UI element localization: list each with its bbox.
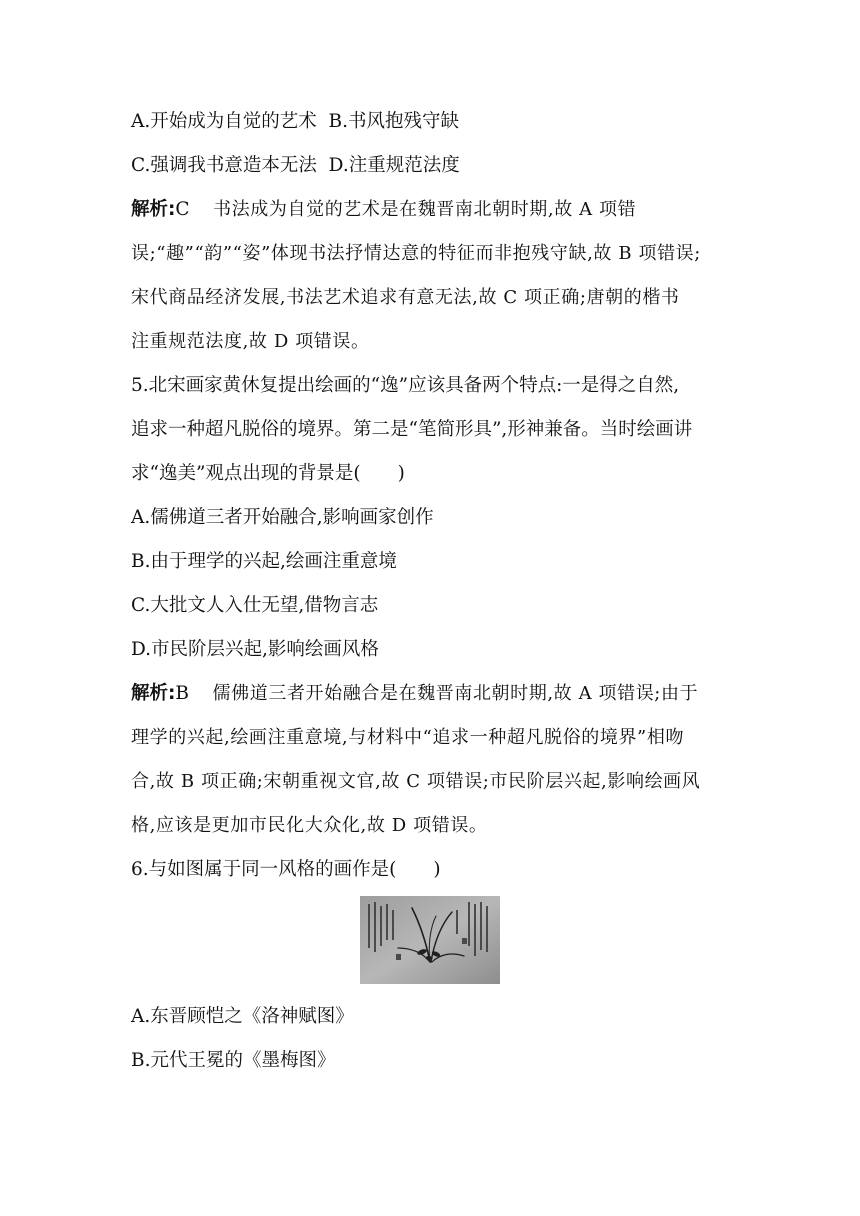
q4-option-b[interactable]: B.书风抱残守缺 [328,111,459,132]
q5-analysis-line-3: 合,故 B 项正确;宋朝重视文官,故 C 项错误;市民阶层兴起,影响绘画风 [131,771,701,792]
q5-stem-line-2: 追求一种超凡脱俗的境界。第二是“笔简形具”,形神兼备。当时绘画讲 [131,419,693,440]
q4-option-a[interactable]: A.开始成为自觉的艺术 [131,111,317,132]
q4-option-d[interactable]: D.注重规范法度 [328,155,460,176]
q5-option-a[interactable]: A.儒佛道三者开始融合,影响画家创作 [131,507,434,528]
q4-answer: C [175,199,190,220]
q5-stem-line-3: 求“逸美”观点出现的背景是( ) [131,463,405,484]
q4-options-ab [131,110,736,134]
q4-analysis-line-1 [131,198,736,222]
q6-option-a[interactable]: A.东晋顾恺之《洛神赋图》 [131,1006,354,1027]
q5-option-c[interactable]: C.大批文人入仕无望,借物言志 [131,595,379,616]
q4-analysis-line-2: 误;“趣”“韵”“姿”体现书法抒情达意的特征而非抱残守缺,故 B 项错误; [131,243,701,264]
q4-analysis-line-4: 注重规范法度,故 D 项错误。 [131,331,370,352]
q4-analysis-label: 解析: [131,199,176,220]
q6-option-b[interactable]: B.元代王冕的《墨梅图》 [131,1050,336,1071]
document-page [131,110,736,1073]
q4-analysis-text: 书法成为自觉的艺术是在魏晋南北朝时期,故 A 项错 [213,199,637,220]
q5-analysis-label: 解析: [131,683,176,704]
q4-options-cd [131,154,736,178]
q5-analysis-line-1 [131,682,736,706]
q5-analysis-line-2: 理学的兴起,绘画注重意境,与材料中“追求一种超凡脱俗的境界”相吻 [131,727,685,748]
orchid-painting-image [360,896,500,984]
q5-answer: B [175,683,190,704]
q5-option-b[interactable]: B.由于理学的兴起,绘画注重意境 [131,551,397,572]
q5-option-d[interactable]: D.市民阶层兴起,影响绘画风格 [131,639,379,660]
orchid-painting-figure [360,896,500,984]
q5-analysis-text: 儒佛道三者开始融合是在魏晋南北朝时期,故 A 项错误;由于 [212,683,699,704]
q6-stem: 6.与如图属于同一风格的画作是( ) [131,859,441,880]
q4-option-c[interactable]: C.强调我书意造本无法 [131,155,317,176]
q5-analysis-line-4: 格,应该是更加市民化大众化,故 D 项错误。 [131,815,488,836]
q4-analysis-line-3: 宋代商品经济发展,书法艺术追求有意无法,故 C 项正确;唐朝的楷书 [131,287,680,308]
q5-stem-line-1: 5.北宋画家黄休复提出绘画的“逸”应该具备两个特点:一是得之自然, [131,375,680,396]
